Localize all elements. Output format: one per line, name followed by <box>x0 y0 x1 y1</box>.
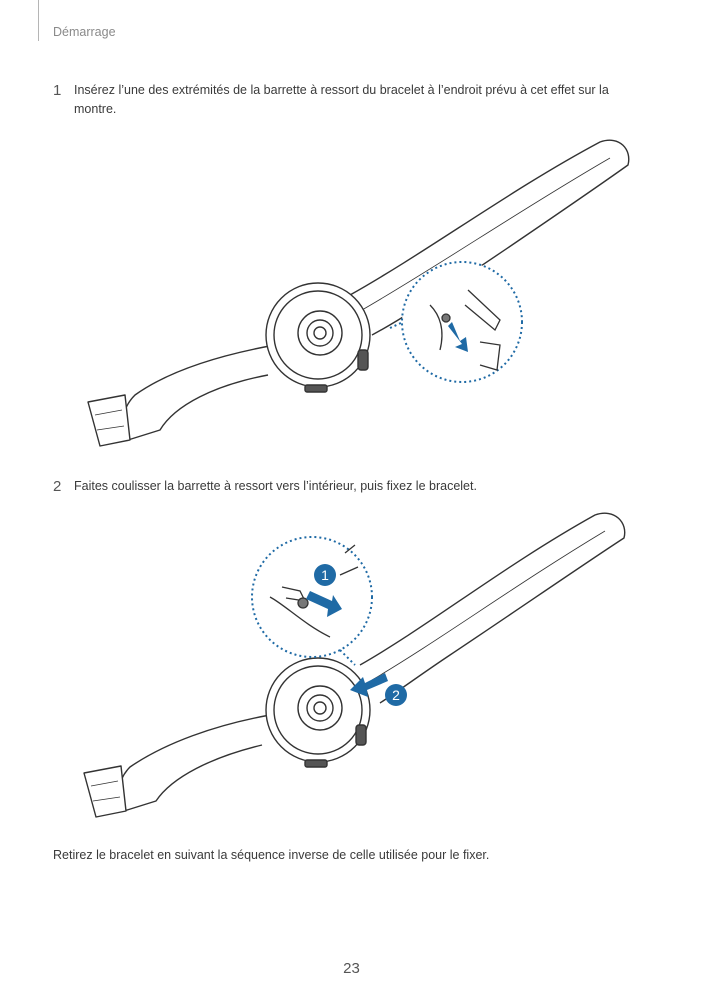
watch-strap-slide-illustration <box>0 505 703 835</box>
strap-end <box>84 766 126 817</box>
watch-strap-insert-illustration <box>0 130 703 460</box>
callout-2 <box>385 684 407 706</box>
watch-body <box>266 658 370 762</box>
margin-rule <box>38 0 39 41</box>
step-number: 2 <box>53 478 62 495</box>
upper-strap <box>360 513 625 703</box>
strap-end <box>88 395 130 446</box>
callout-1-label: 1 <box>321 567 329 583</box>
step-number: 1 <box>53 82 62 99</box>
watch-body <box>266 283 370 387</box>
lower-strap <box>123 345 275 440</box>
section-title: Démarrage <box>53 25 116 39</box>
lower-strap <box>119 715 270 811</box>
callout-2-label: 2 <box>392 687 400 703</box>
callout-1 <box>314 564 336 586</box>
step-1 <box>53 81 614 119</box>
step-text: Faites coulisser la barrette à ressort vers l’intérieur, puis fixez le bracelet. <box>74 479 477 493</box>
zoom-circle <box>402 262 522 382</box>
watch-button <box>356 725 366 745</box>
step-text: Insérez l’une des extrémités de la barrette à ressort du bracelet à l’endroit prévu à cet effet sur la montre. <box>74 83 609 116</box>
page-number: 23 <box>343 960 360 977</box>
step-2 <box>53 477 614 496</box>
watch-button <box>358 350 368 370</box>
removal-note: Retirez le bracelet en suivant la séquence inverse de celle utilisée pour le fixer. <box>53 848 490 862</box>
